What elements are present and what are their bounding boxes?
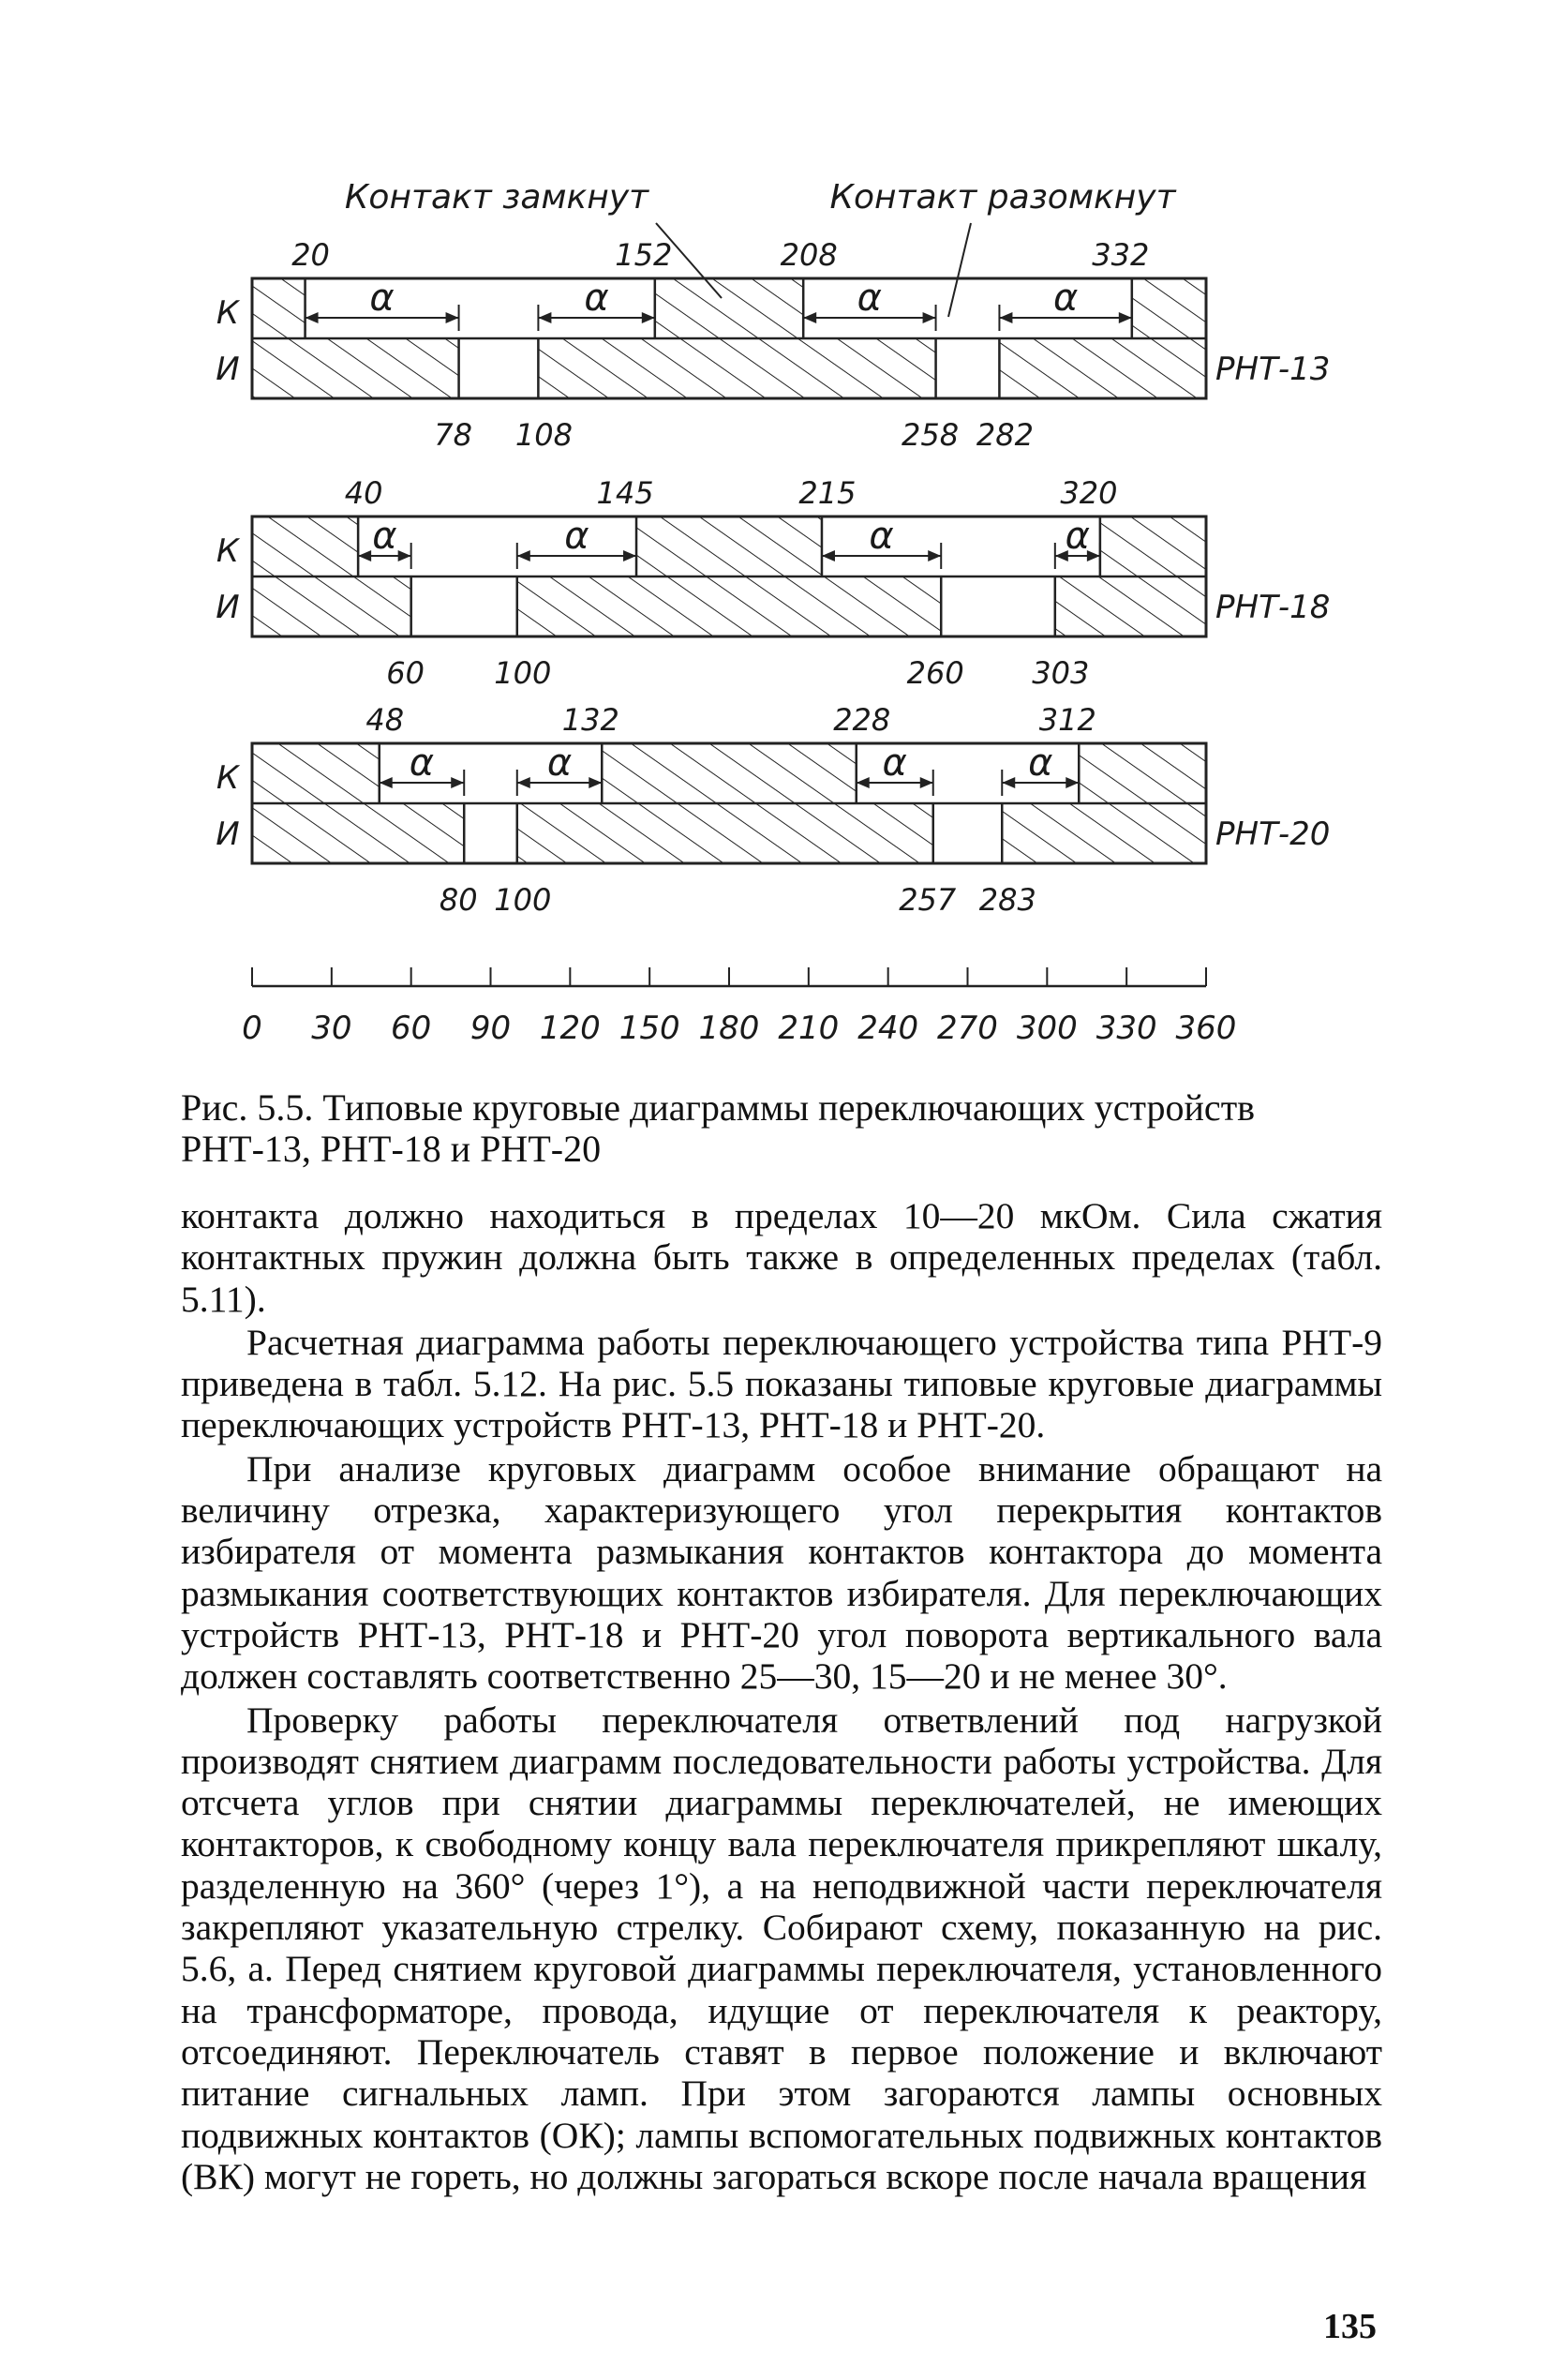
device-2-i-row-hatch-segment: [252, 576, 411, 636]
device-3-top-tick-label: 228: [833, 702, 891, 738]
body-text: [181, 1195, 1382, 2199]
device-1-top-tick-label: 20: [291, 237, 330, 273]
device-2-top-tick-label: 145: [596, 475, 654, 511]
device-3-k-row-hatch-segment: [252, 743, 380, 803]
paragraph: контакта должно находиться в пределах 10—20 мкОм. Сила сжатия контактных пружин должна быть также в определенных пределах (табл. 5.11).: [181, 1195, 1382, 1320]
device-2-bottom-tick-label: 260: [906, 655, 964, 691]
device-3-alpha-arrowhead: [380, 777, 393, 788]
device-3-alpha-arrowhead: [1066, 777, 1079, 788]
device-3-bottom-tick-label: 283: [978, 882, 1036, 918]
device-1-bottom-tick-label: 108: [514, 417, 573, 453]
device-1-alpha-arrowhead: [1119, 312, 1132, 323]
device-1-alpha-label: α: [584, 277, 609, 320]
scale-tick-label: 240: [857, 1010, 919, 1047]
device-2-k-row-hatch-segment: [252, 516, 358, 576]
device-2-top-tick-label: 320: [1060, 475, 1118, 511]
device-3-alpha-label: α: [546, 741, 573, 785]
device-3-i-row-hatch-segment: [517, 803, 933, 863]
device-3-k-label: К: [216, 759, 240, 797]
device-1-top-tick-label: 152: [615, 237, 673, 273]
device-1-alpha-label: α: [857, 277, 883, 320]
device-1-k-row-hatch-segment: [655, 278, 803, 338]
device-3-bottom-tick-label: 257: [899, 882, 957, 918]
device-1-alpha-label: α: [369, 277, 395, 320]
device-2-bottom-tick-label: 100: [494, 655, 552, 691]
device-3-k-row-hatch-segment: [1079, 743, 1206, 803]
device-3-alpha-arrowhead: [857, 777, 870, 788]
device-3-alpha-arrowhead: [589, 777, 602, 788]
device-3-alpha-arrowhead: [920, 777, 933, 788]
device-3-i-label: И: [216, 816, 240, 853]
device-2-i-row-hatch-segment: [517, 576, 941, 636]
paragraph: Проверку работы переключателя ответвлений под нагрузкой производят снятием диаграмм последовательности работы устройства. Для отсчета углов при снятии диаграммы переключателей, не имеющих контакторов, к свободному концу вала переключателя прикрепляют шкалу, разделенную на 360° (через 1°), а на неподвижной части переключателя закрепляют указательную стрелку. Собирают схему, показанную на рис. 5.6, а. Перед снятием круговой диаграммы переключателя, установленного на трансформаторе, провода, идущие от переключателя к реактору, отсоединяют. Переключатель ставят в первое положение и включают питание сигнальных ламп. При этом загораются лампы основных подвижных контактов (ОК); лампы вспомогательных подвижных контактов (ВК) могут не гореть, но должны загораться вскоре после начала вращения: [181, 1699, 1382, 2197]
device-2-alpha-arrowhead: [517, 550, 530, 561]
device-1-alpha-label: α: [1052, 277, 1079, 320]
device-3-i-row-hatch-segment: [252, 803, 464, 863]
scale-tick-label: 90: [469, 1010, 512, 1047]
device-3-bottom-tick-label: 80: [439, 882, 478, 918]
scale-tick-label: 0: [242, 1010, 262, 1047]
device-1-alpha-arrowhead: [923, 312, 936, 323]
device-1-i-label: И: [216, 351, 240, 388]
device-3-alpha-label: α: [1028, 741, 1053, 785]
scale-tick-label: 330: [1095, 1010, 1157, 1047]
device-3-top-tick-label: 312: [1038, 702, 1096, 738]
scale-tick-label: 180: [698, 1010, 760, 1047]
contact-open-label: Контакт разомкнут: [829, 178, 1176, 217]
device-1-alpha-arrowhead: [446, 312, 459, 323]
device-2-top-tick-label: 215: [798, 475, 857, 511]
device-3-name: РНТ-20: [1215, 816, 1331, 853]
device-3-alpha-label: α: [882, 741, 907, 785]
device-1-bottom-tick-label: 282: [976, 417, 1034, 453]
device-3-top-tick-label: 48: [365, 702, 405, 738]
device-3-alpha-arrowhead: [451, 777, 464, 788]
scale-tick-label: 270: [937, 1010, 998, 1047]
device-3-alpha-label: α: [409, 741, 435, 785]
device-2-k-row-hatch-segment: [636, 516, 822, 576]
device-1-alpha-arrowhead: [538, 312, 551, 323]
device-1-k-row-hatch-segment: [252, 278, 306, 338]
device-2-top-tick-label: 40: [344, 475, 383, 511]
device-2-alpha-label: α: [564, 515, 589, 558]
device-3-alpha-arrowhead: [517, 777, 530, 788]
device-2-alpha-arrowhead: [822, 550, 835, 561]
device-2-bottom-tick-label: 303: [1032, 655, 1090, 691]
timing-diagram-figure: [0, 0, 1550, 1069]
device-1-bottom-tick-label: 258: [902, 417, 960, 453]
device-1-i-row-hatch-segment: [538, 338, 935, 398]
device-1-k-row-hatch-segment: [1132, 278, 1206, 338]
device-2-k-row-hatch-segment: [1100, 516, 1206, 576]
device-2-i-label: И: [216, 589, 240, 626]
device-1-i-row-hatch-segment: [999, 338, 1206, 398]
device-3-top-tick-label: 132: [561, 702, 619, 738]
scale-tick-label: 360: [1175, 1010, 1237, 1047]
scale-tick-label: 300: [1016, 1010, 1078, 1047]
device-1-top-tick-label: 208: [780, 237, 838, 273]
device-2-alpha-arrowhead: [358, 550, 371, 561]
device-2-bottom-tick-label: 60: [386, 655, 425, 691]
scale-tick-label: 30: [311, 1010, 352, 1047]
device-2-alpha-arrowhead: [928, 550, 941, 561]
device-2-alpha-label: α: [1065, 515, 1091, 558]
paragraph: При анализе круговых диаграмм особое внимание обращают на величину отрезка, характеризующего угол перекрытия контактов избирателя от момента размыкания контактов контактора до момента размыкания соответствующих контактов избирателя. Для переключающих устройств РНТ-13, РНТ-18 и РНТ-20 угол поворота вертикального вала должен составлять соответственно 25—30, 15—20 и не менее 30°.: [181, 1447, 1382, 1698]
device-1-alpha-arrowhead: [306, 312, 319, 323]
device-2-i-row-hatch-segment: [1055, 576, 1206, 636]
device-1-alpha-arrowhead: [999, 312, 1012, 323]
device-2-name: РНТ-18: [1215, 589, 1331, 626]
device-2-alpha-arrowhead: [623, 550, 636, 561]
scale-tick-label: 210: [778, 1010, 840, 1047]
device-1-alpha-arrowhead: [803, 312, 816, 323]
page-number: 135: [1323, 2307, 1377, 2346]
device-2-alpha-label: α: [869, 515, 894, 558]
open-leader-line: [948, 223, 971, 317]
device-1-name: РНТ-13: [1215, 351, 1331, 388]
device-3-k-row-hatch-segment: [602, 743, 856, 803]
device-3-bottom-tick-label: 100: [494, 882, 552, 918]
scale-tick-label: 120: [539, 1010, 601, 1047]
device-1-i-row-hatch-segment: [252, 338, 459, 398]
scale-tick-label: 150: [619, 1010, 680, 1047]
device-1-k-label: К: [216, 294, 240, 332]
device-1-alpha-arrowhead: [642, 312, 655, 323]
device-2-alpha-label: α: [372, 515, 397, 558]
device-2-k-label: К: [216, 532, 240, 570]
scale-tick-label: 60: [391, 1010, 432, 1047]
device-2-alpha-arrowhead: [398, 550, 411, 561]
device-1-bottom-tick-label: 78: [434, 417, 472, 453]
paragraph: Расчетная диаграмма работы переключающего устройства типа РНТ-9 приведена в табл. 5.12. На рис. 5.5 показаны типовые круговые диаграммы переключающих устройств РНТ-13, РНТ-18 и РНТ-20.: [181, 1321, 1382, 1446]
device-1-top-tick-label: 332: [1092, 237, 1150, 273]
device-3-i-row-hatch-segment: [1002, 803, 1206, 863]
contact-closed-label: Контакт замкнут: [344, 178, 649, 217]
figure-caption: Рис. 5.5. Типовые круговые диаграммы переключающих устройств РНТ-13, РНТ-18 и РНТ-20: [181, 1086, 1256, 1170]
device-3-alpha-arrowhead: [1002, 777, 1015, 788]
